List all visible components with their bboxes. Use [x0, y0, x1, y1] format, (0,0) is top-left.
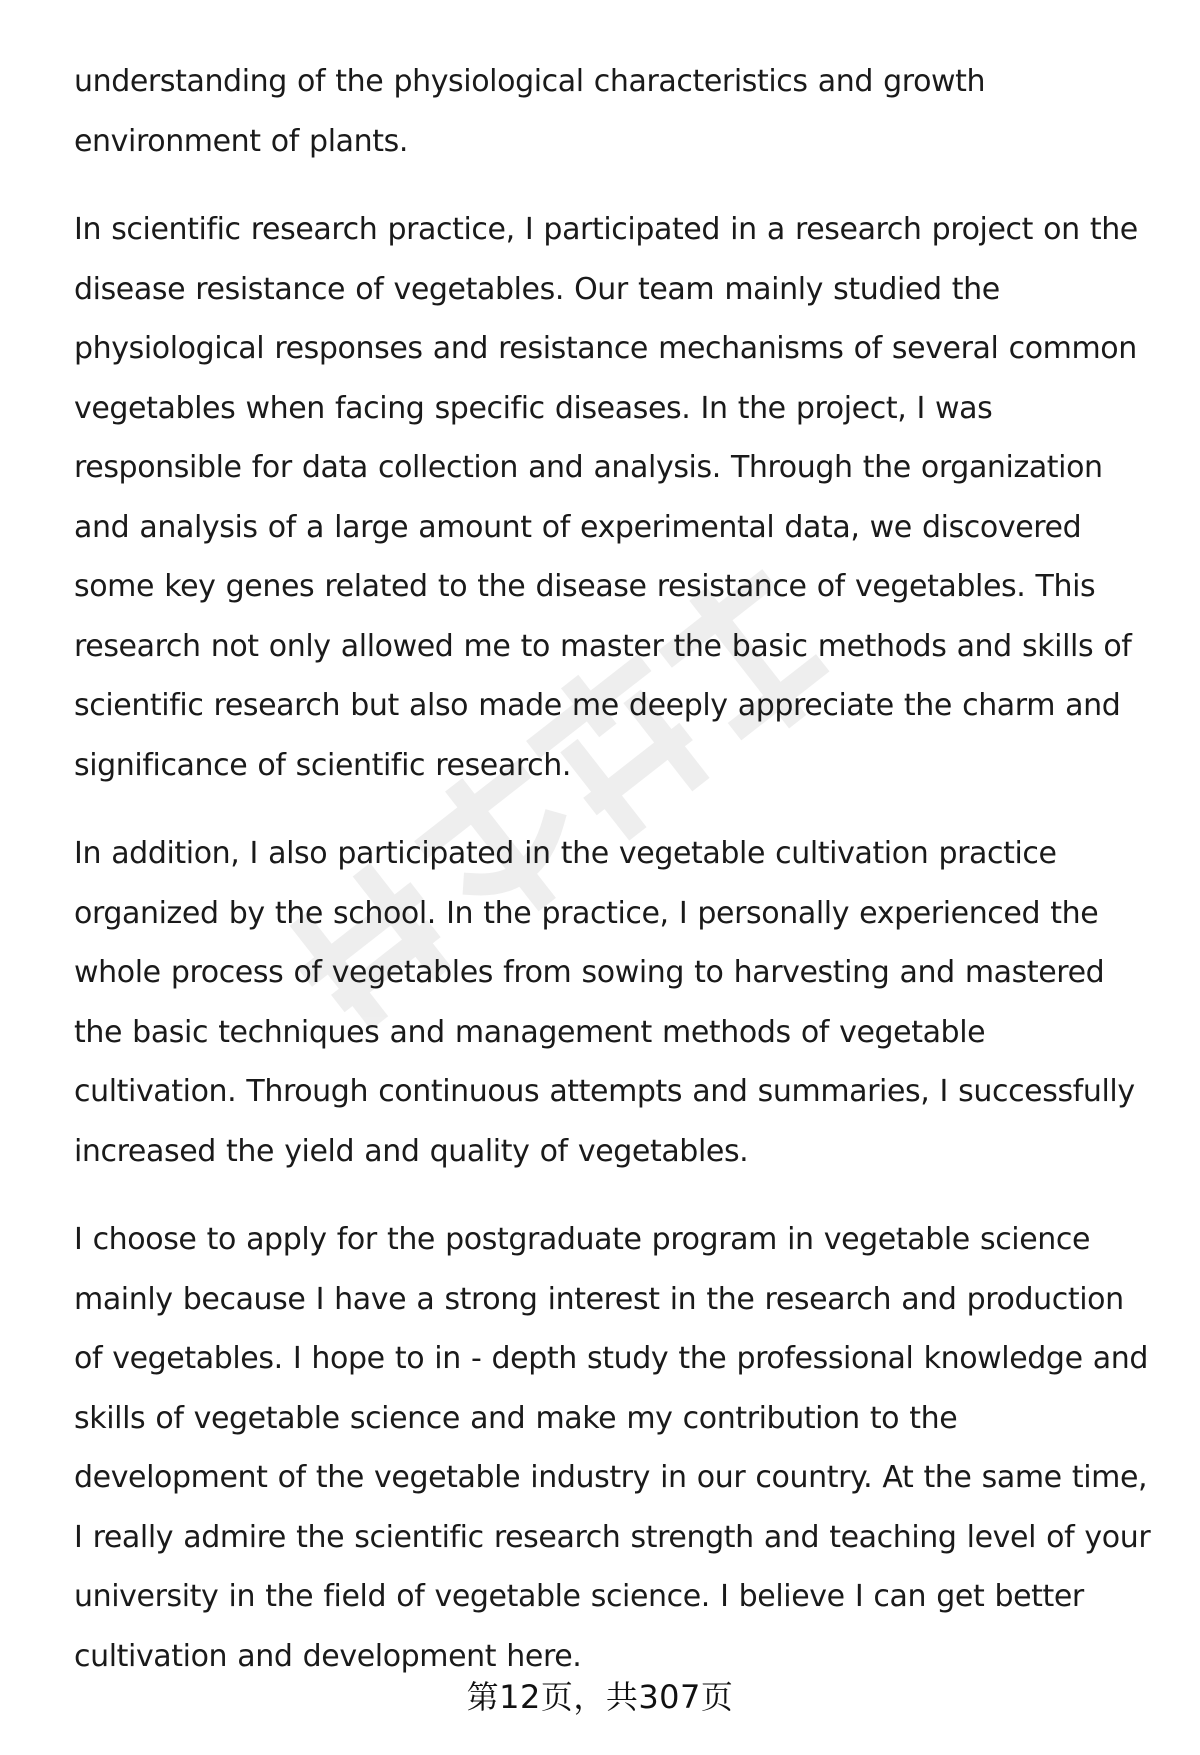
paragraph-3: In addition, I also participated in the vegetable cultivation practice organized by the school. In the practice, I personally experienced the whole process of vegetables from sowing to harvesting and mastered the basic techniques and management methods of vegetable cultivation. Through continuous attempts and summaries, I successfully increased the yield and quality of vegetables.	[74, 836, 1135, 1169]
paragraph-1: understanding of the physiological characteristics and growth environment of plants.	[74, 64, 986, 159]
paragraph-2: In scientific research practice, I participated in a research project on the disease resistance of vegetables. Our team mainly studied the physiological responses and resistance mechanisms of several common vegetables when facing specific diseases. In the project, I was responsible for data collection and analysis. Through the organization and analysis of a large amount of experimental data, we discovered some key genes related to the disease resistance of vegetables. This research not only allowed me to master the basic methods and skills of scientific research but also made me deeply appreciate the charm and significance of scientific research.	[74, 212, 1138, 783]
document-body	[74, 52, 1154, 1715]
page-number-footer: 第12页，共307页	[466, 1678, 734, 1716]
paragraph-4: I choose to apply for the postgraduate program in vegetable science mainly because I have a strong interest in the research and production of vegetables. I hope to in - depth study the professional knowledge and skills of vegetable science and make my contribution to the development of the vegetable industry in our country. At the same time, I really admire the scientific research strength and teaching level of your university in the field of vegetable science. I believe I can get better cultivation and development here.	[74, 1222, 1151, 1674]
